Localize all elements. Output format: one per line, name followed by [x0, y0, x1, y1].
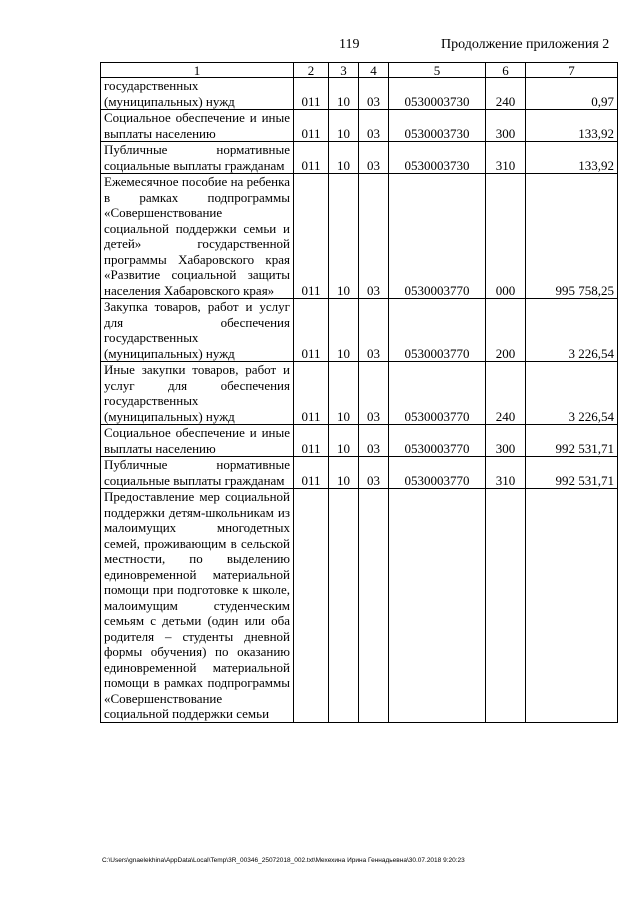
table-row — [101, 425, 618, 457]
row-description: Иные закупки товаров, работ и услуг для обеспечения государственных (муниципальных) нужд — [101, 362, 294, 425]
row-type: 240 — [486, 78, 526, 110]
row-description: государственных (муниципальных) нужд — [101, 78, 294, 110]
row-code: 011 — [294, 78, 329, 110]
row-type: 310 — [486, 142, 526, 174]
row-section: 10 — [329, 299, 359, 362]
row-amount: 995 758,25 — [526, 174, 618, 299]
row-code: 011 — [294, 110, 329, 142]
row-description: Ежемесячное пособие на ребенка в рамках подпрограммы «Совершенствование социальной поддержки семьи и детей» государственной программы Хабаровского края «Развитие социальной защиты населения Хабаровского края» — [101, 174, 294, 299]
row-description: Социальное обеспечение и иные выплаты населению — [101, 425, 294, 457]
row-target — [389, 489, 486, 723]
row-target: 0530003770 — [389, 457, 486, 489]
table-row — [101, 142, 618, 174]
row-target: 0530003730 — [389, 142, 486, 174]
row-subsection: 03 — [359, 142, 389, 174]
table-row — [101, 78, 618, 110]
column-header: 4 — [359, 63, 389, 78]
row-target: 0530003730 — [389, 110, 486, 142]
row-target: 0530003770 — [389, 425, 486, 457]
column-header: 6 — [486, 63, 526, 78]
row-amount: 3 226,54 — [526, 362, 618, 425]
row-code: 011 — [294, 299, 329, 362]
row-amount: 992 531,71 — [526, 425, 618, 457]
row-section: 10 — [329, 142, 359, 174]
row-section: 10 — [329, 457, 359, 489]
column-header: 5 — [389, 63, 486, 78]
row-section: 10 — [329, 362, 359, 425]
row-code: 011 — [294, 362, 329, 425]
budget-table — [100, 62, 618, 723]
row-subsection: 03 — [359, 425, 389, 457]
row-type — [486, 489, 526, 723]
row-section — [329, 489, 359, 723]
row-section: 10 — [329, 110, 359, 142]
row-code: 011 — [294, 457, 329, 489]
row-description: Социальное обеспечение и иные выплаты населению — [101, 110, 294, 142]
page-number: 119 — [339, 37, 360, 52]
row-section: 10 — [329, 425, 359, 457]
row-code: 011 — [294, 425, 329, 457]
row-subsection: 03 — [359, 457, 389, 489]
row-code: 011 — [294, 142, 329, 174]
row-subsection: 03 — [359, 174, 389, 299]
row-subsection — [359, 489, 389, 723]
footer-file-path: C:\Users\gnaelekhina\AppData\Local\Temp\3R_00346_25072018_002.txt\Мехехина Ирина Геннадьевна\30.07.2018 9:20:23 — [102, 857, 465, 864]
continuation-label: Продолжение приложения 2 — [441, 37, 610, 52]
column-header: 3 — [329, 63, 359, 78]
row-section: 10 — [329, 174, 359, 299]
row-target: 0530003770 — [389, 299, 486, 362]
row-code: 011 — [294, 174, 329, 299]
column-header: 7 — [526, 63, 618, 78]
row-amount: 992 531,71 — [526, 457, 618, 489]
table-row — [101, 457, 618, 489]
row-amount: 133,92 — [526, 110, 618, 142]
row-type: 000 — [486, 174, 526, 299]
column-header: 1 — [101, 63, 294, 78]
row-type: 240 — [486, 362, 526, 425]
row-type: 300 — [486, 425, 526, 457]
row-subsection: 03 — [359, 110, 389, 142]
table-row — [101, 299, 618, 362]
row-subsection: 03 — [359, 78, 389, 110]
row-target: 0530003730 — [389, 78, 486, 110]
row-type: 310 — [486, 457, 526, 489]
row-amount: 3 226,54 — [526, 299, 618, 362]
table-row — [101, 110, 618, 142]
table-row — [101, 174, 618, 299]
row-amount: 133,92 — [526, 142, 618, 174]
row-amount: 0,97 — [526, 78, 618, 110]
row-type: 200 — [486, 299, 526, 362]
table-header-row — [101, 63, 618, 78]
row-description: Закупка товаров, работ и услуг для обеспечения государственных (муниципальных) нужд — [101, 299, 294, 362]
table-row — [101, 489, 618, 723]
row-subsection: 03 — [359, 299, 389, 362]
row-target: 0530003770 — [389, 174, 486, 299]
row-amount — [526, 489, 618, 723]
row-target: 0530003770 — [389, 362, 486, 425]
table-row — [101, 362, 618, 425]
row-type: 300 — [486, 110, 526, 142]
column-header: 2 — [294, 63, 329, 78]
row-description: Публичные нормативные социальные выплаты гражданам — [101, 457, 294, 489]
row-section: 10 — [329, 78, 359, 110]
row-description: Публичные нормативные социальные выплаты гражданам — [101, 142, 294, 174]
row-description: Предоставление мер социальной поддержки детям-школьникам из малоимущих многодетных семей, проживающим в сельской местности, по выделению единовременной материальной помощи при подготовке к школе, малоимущим студенческим семьям с детьми (один или оба родителя – студенты дневной формы обучения) по оказанию единовременной материальной помощи в рамках подпрограммы «Совершенствование социальной поддержки семьи — [101, 489, 294, 723]
row-code — [294, 489, 329, 723]
row-subsection: 03 — [359, 362, 389, 425]
